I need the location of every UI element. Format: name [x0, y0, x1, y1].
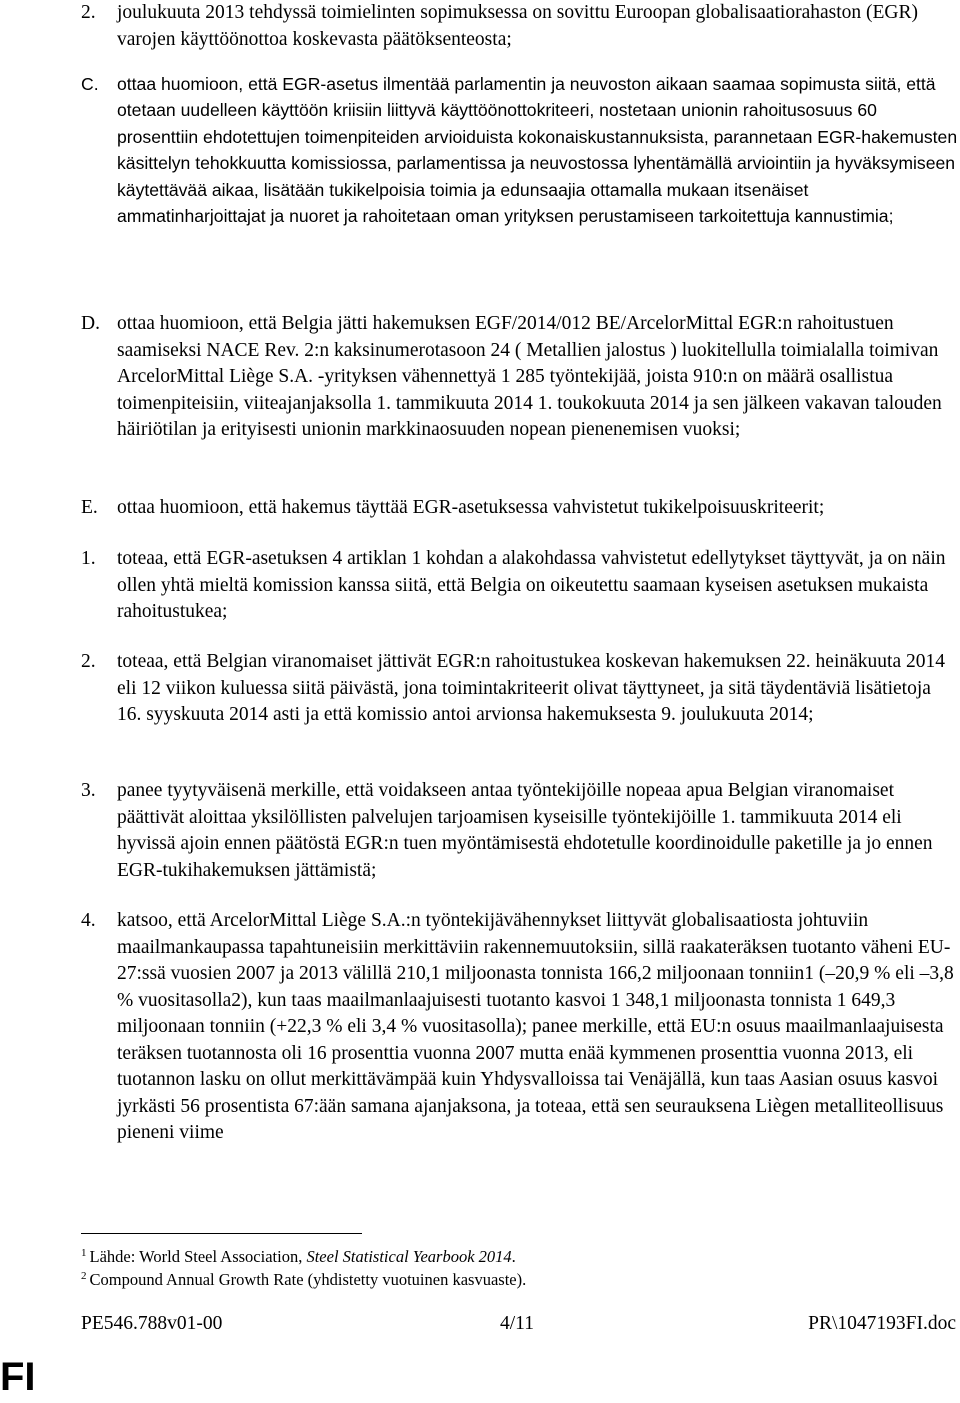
paragraph-3 — [81, 778, 959, 884]
paragraph-2 — [81, 649, 959, 729]
footnote-number: 2 — [81, 1270, 87, 1282]
item-text: toteaa, että EGR-asetuksen 4 artiklan 1 kohdan a alakohdassa vahvistetut edellytykset täyttyvät, ja on näin ollen yhtä mieltä komission kanssa siitä, että Belgia on oikeutettu saamaan kyseisen asetuksen mukaista rahoitustukea; — [117, 548, 946, 622]
item-label: 3. — [81, 780, 96, 801]
footer-file-name: PR\1047193FI.doc — [808, 1313, 956, 1334]
language-code: FI — [0, 1355, 36, 1399]
recital-d — [81, 311, 959, 444]
item-label: D. — [81, 313, 100, 334]
footnote-italic-title: Steel Statistical Yearbook 2014 — [306, 1247, 512, 1266]
item-label: E. — [81, 497, 98, 518]
item-label: C. — [81, 74, 99, 94]
footnote-number: 1 — [81, 1247, 87, 1259]
item-text: joulukuuta 2013 tehdyssä toimielinten sopimuksessa on sovittu Euroopan globalisaatiorahaston (EGR) varojen käyttöönottoa koskevasta päätöksenteosta; — [117, 2, 919, 50]
footer-page-number: 4/11 — [500, 1313, 534, 1334]
footnote-2 — [81, 1266, 526, 1290]
item-text: ottaa huomioon, että EGR-asetus ilmentää parlamentin ja neuvoston aikaan saamaa sopimusta siitä, että otetaan uudelleen käyttöön kriisiin liittyvä käyttöönottokriteeri, nostetaan unionin rahoitusosuus 60 prosenttiin ehdotettujen toimenpiteiden arvioiduista kokonaiskustannuksista, parannetaan EGR-hakemusten käsittelyn tehokkuutta komissiossa, parlamentissa ja neuvostossa lyhentämällä arviointiin ja hyväksymiseen käytettävää aikaa, lisätään tukikelpoisia toimia ja edunsaajia ottamalla mukaan itsenäiset ammatinharjoittajat ja nuoret ja rahoitetaan oman yrityksen perustamiseen tarkoitettuja kannustimia; — [117, 74, 958, 227]
item-text: toteaa, että Belgian viranomaiset jättivät EGR:n rahoitustukea koskevan hakemuksen 22. heinäkuuta 2014 eli 12 viikon kuluessa siitä päivästä, jona toimintakriteerit olivat täyttyneet, ja sitä täydentäviä lisätietoja 16. syyskuuta 2014 asti ja että komissio antoi arvionsa hakemuksesta 9. joulukuuta 2014; — [117, 651, 945, 725]
footnote-separator — [81, 1233, 362, 1234]
footnote-1 — [81, 1243, 516, 1267]
item-text: ottaa huomioon, että Belgia jätti hakemuksen EGF/2014/012 BE/ArcelorMittal EGR:n rahoitustuen saamiseksi NACE Rev. 2:n kaksinumerotasoon 24 ( Metallien jalostus ) luokitellulla toimialalla toimivan ArcelorMittal Liège S.A. -yrityksen vähennettyä 1 285 työntekijää, joista 910:n on määrä osallistua toimenpiteisiin, viiteajanjaksolla 1. tammikuuta 2014 1. toukokuuta 2014 ja sen jälkeen vakavan talouden häiriötilan ja erityisesti unionin markkinaosuuden nopean pienenemisen vuoksi; — [117, 313, 942, 440]
footnote-text: Lähde: World Steel Association, — [89, 1247, 307, 1266]
item-label: 2. — [81, 2, 96, 23]
item-label: 4. — [81, 910, 96, 931]
paragraph-1 — [81, 546, 959, 626]
item-label: 2. — [81, 651, 96, 672]
recital-c — [81, 71, 959, 229]
item-text: ottaa huomioon, että hakemus täyttää EGR-asetuksessa vahvistetut tukikelpoisuuskriteerit; — [117, 497, 825, 518]
item-text: panee tyytyväisenä merkille, että voidakseen antaa työntekijöille nopeaa apua Belgian viranomaiset päättivät aloittaa yksilöllisten palvelujen tarjoamisen kyseisille työntekijöille 1. tammikuuta 2014 eli hyvissä ajoin ennen päätöstä EGR:n tuen myöntämisestä ehdotetulle koordinoidulle paketille ja jo ennen EGR-tukihakemuksen jättämistä; — [117, 780, 933, 881]
item-label: 1. — [81, 548, 96, 569]
footnote-text: Compound Annual Growth Rate (yhdistetty vuotuinen kasvuaste). — [89, 1270, 527, 1289]
recital-e — [81, 495, 959, 522]
paragraph-2-top — [81, 0, 959, 53]
footer-document-ref: PE546.788v01-00 — [81, 1313, 223, 1334]
paragraph-4 — [81, 908, 959, 1147]
footnote-end: . — [511, 1247, 516, 1266]
item-text: katsoo, että ArcelorMittal Liège S.A.:n työntekijävähennykset liittyvät globalisaatiosta johtuviin maailmankaupassa tapahtuneisiin merkittäviin rakennemuutoksiin, sillä raakateräksen tuotanto väheni EU-27:ssä vuosien 2007 ja 2013 välillä 210,1 miljoonasta tonnista 166,2 miljoonaan tonniin1 (–20,9 % eli –3,8 % vuositasolla2), kun taas maailmanlaajuisesti tuotanto kasvoi 1 348,1 miljoonasta tonnista 1 649,3 miljoonaan tonniin (+22,3 % eli 3,4 % vuositasolla); panee merkille, että EU:n osuus maailmanlaajuisesta teräksen tuotannosta oli 16 prosenttia vuonna 2007 mutta enää kymmenen prosenttia vuonna 2013, eli tuotannon lasku on ollut merkittävämpää kuin Yhdysvalloissa tai Venäjällä, kun taas Aasian osuus kasvoi jyrkästi 56 prosentista 67:ään samana ajanjaksona, ja toteaa, että sen seurauksena Liègen metalliteollisuus pieneni viime — [117, 910, 954, 1143]
